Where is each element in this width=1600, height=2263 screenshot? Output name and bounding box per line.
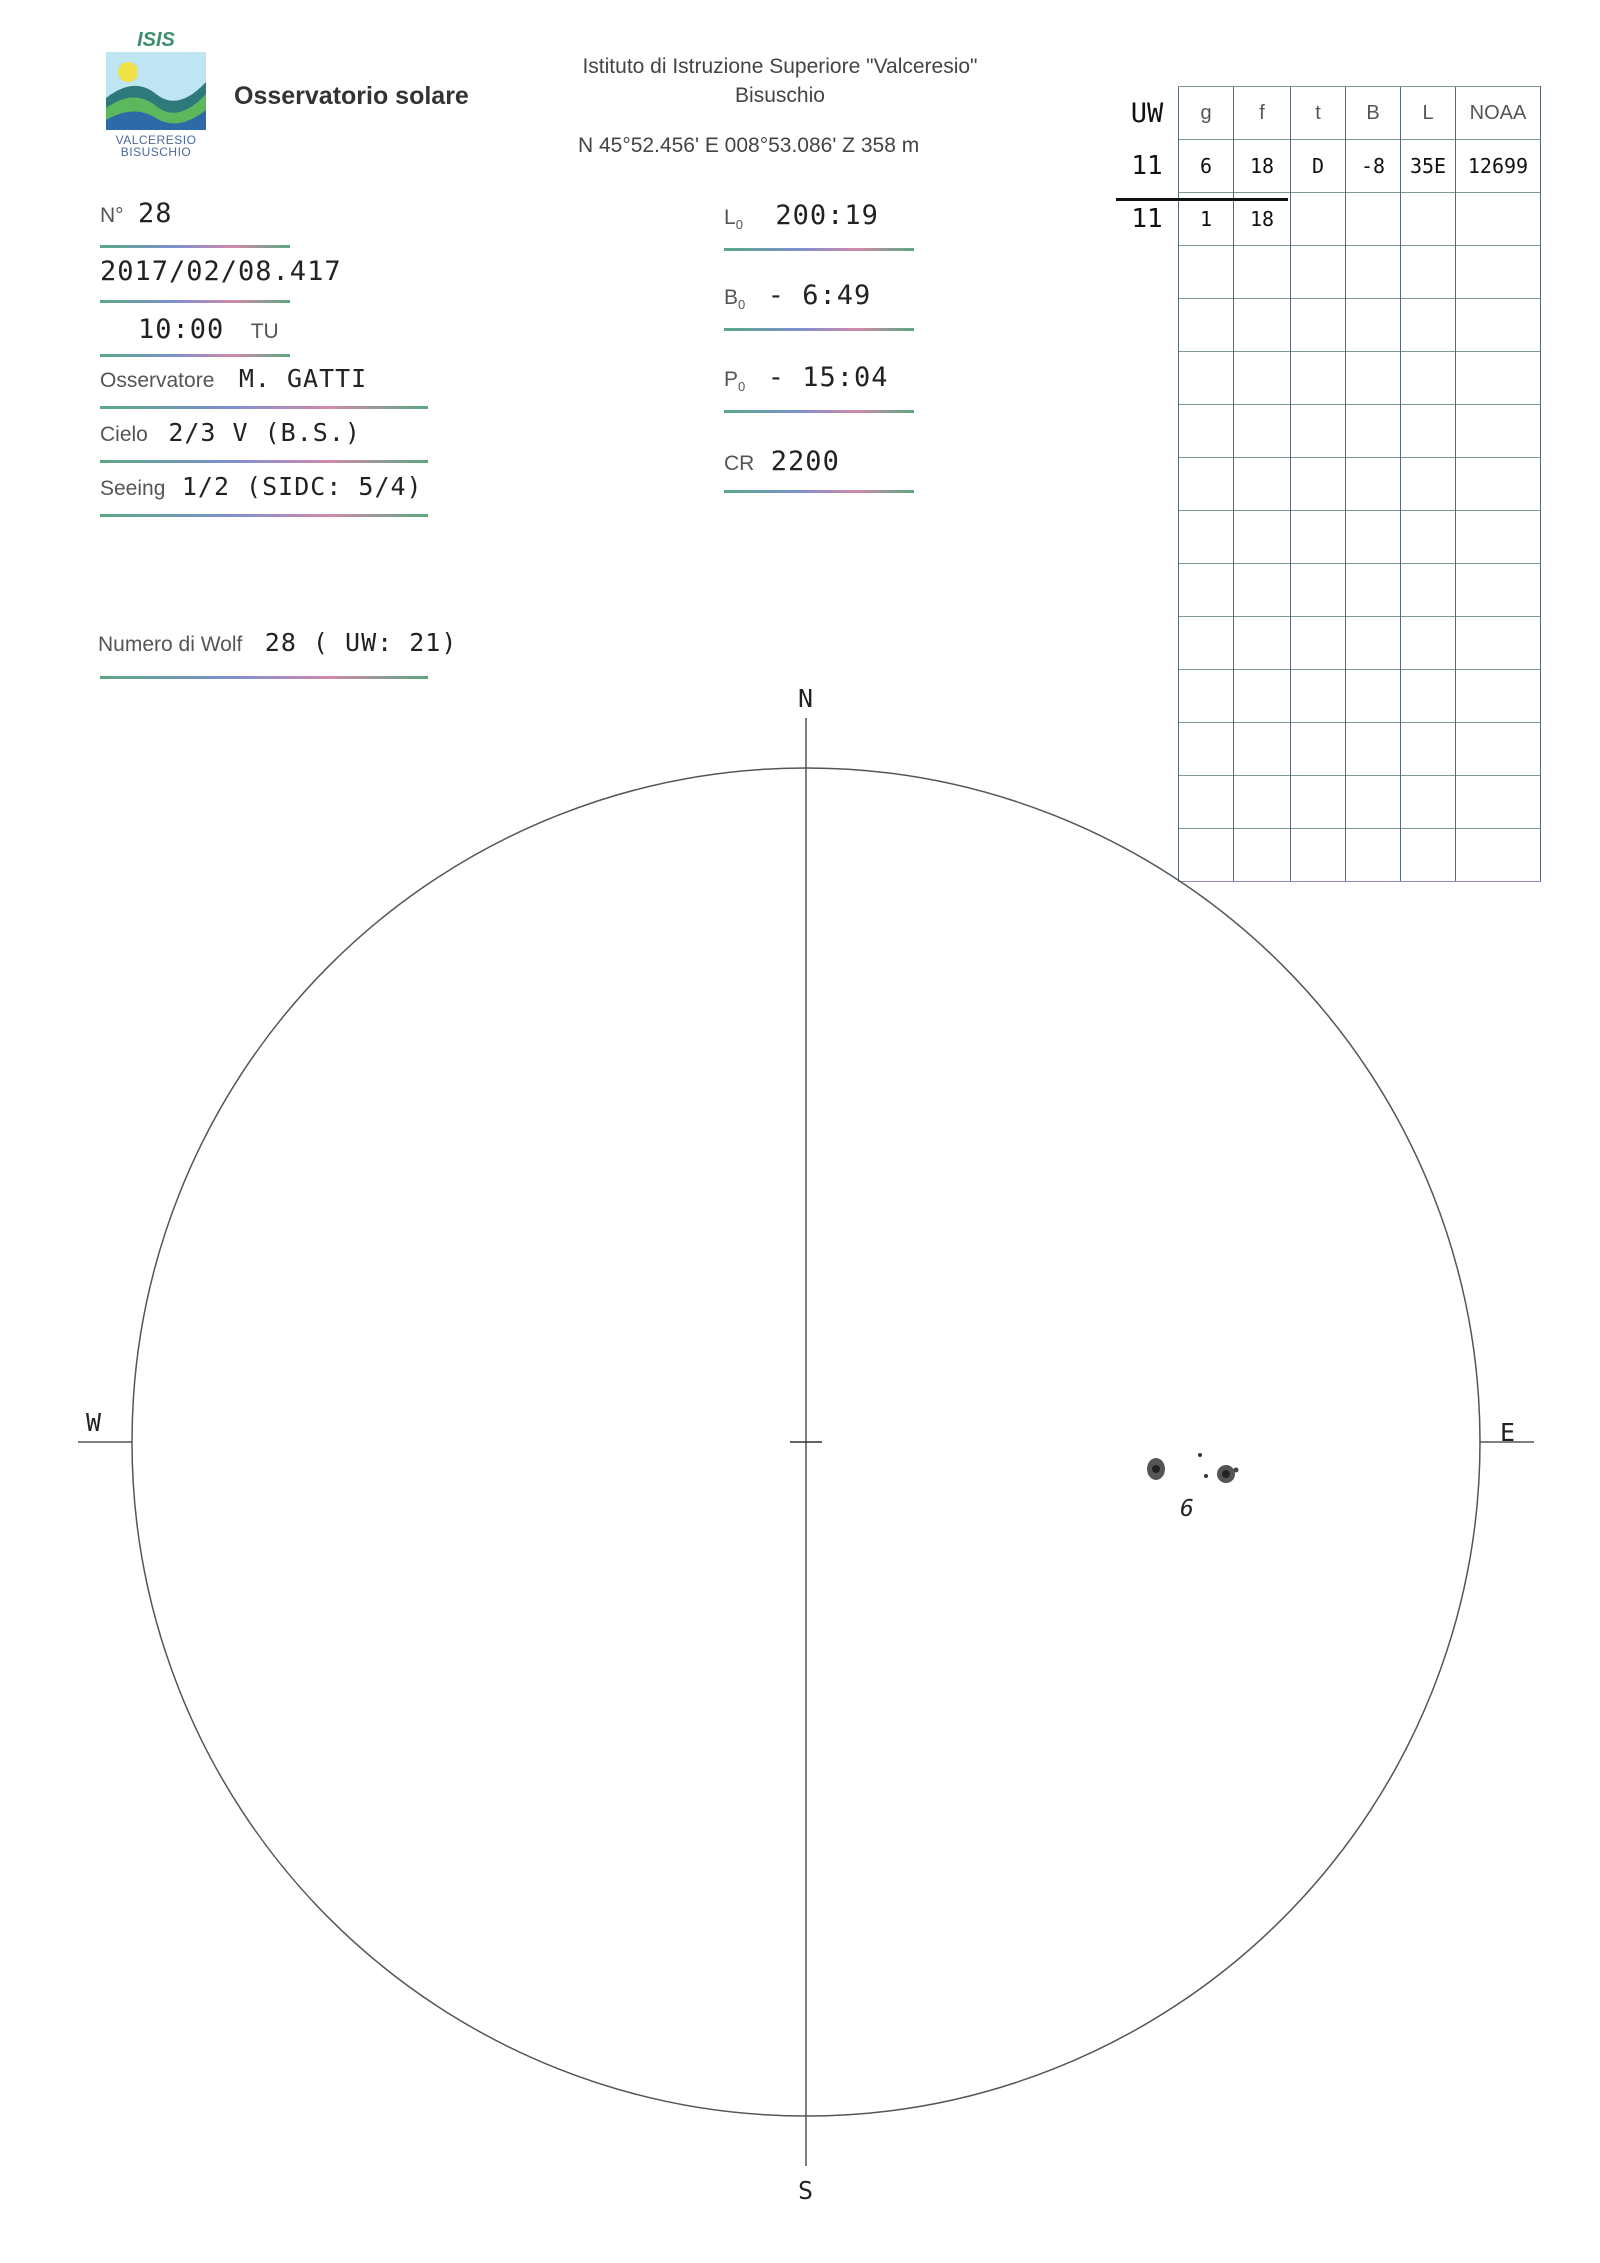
sky-value: 2/3 V (B.S.) xyxy=(168,418,361,447)
table-header-cell: L xyxy=(1401,87,1456,140)
table-header-cell: g xyxy=(1179,87,1234,140)
sunspot xyxy=(1234,1468,1239,1473)
table-header-cell: f xyxy=(1234,87,1291,140)
sunspot xyxy=(1204,1474,1208,1478)
table-cell: 1 xyxy=(1179,193,1234,246)
b0-label: $B_0$ xyxy=(724,286,746,313)
time-value: 10:00 xyxy=(138,314,225,345)
table-header-cell: NOAA xyxy=(1456,87,1541,140)
seeing-label: Seeing xyxy=(100,477,166,500)
seeing-value: 1/2 (SIDC: 5/4) xyxy=(181,472,423,501)
east-label: E xyxy=(1500,1418,1516,1447)
north-label: N xyxy=(798,684,814,713)
l0-value: 200:19 xyxy=(775,200,879,231)
l0-label: $L_0$ xyxy=(724,206,743,233)
number-label: N° xyxy=(100,204,124,227)
b0-value: - 6:49 xyxy=(767,280,872,311)
station-coordinates: N 45°52.456' E 008°53.086' Z 358 m xyxy=(578,134,920,157)
sky-label: Cielo xyxy=(100,423,148,446)
west-label: W xyxy=(86,1408,102,1437)
sunspot-umbra xyxy=(1152,1465,1160,1473)
table-header-cell: B xyxy=(1346,87,1401,140)
table-header-cell: t xyxy=(1291,87,1346,140)
table-cell: 18 xyxy=(1234,140,1291,193)
observatory-title: Osservatorio solare xyxy=(234,82,469,110)
institute-line-1: Istituto di Istruzione Superiore "Valceresio" xyxy=(582,55,978,78)
sunspot-group xyxy=(1147,1453,1239,1483)
number-value: 28 xyxy=(138,198,173,229)
logo-caption-2: BISUSCHIO xyxy=(120,145,192,159)
observer-label: Osservatore xyxy=(100,369,215,392)
table-cell: 18 xyxy=(1234,193,1291,246)
logo-lettering: ISIS xyxy=(137,29,175,51)
table-cell: 11 xyxy=(1131,204,1163,234)
observer-value: M. GATTI xyxy=(238,364,368,393)
sunspot xyxy=(1198,1453,1202,1457)
wolf-value: 28 ( UW: 21) xyxy=(264,628,458,657)
time-unit: TU xyxy=(250,320,279,343)
table-cell: D xyxy=(1291,140,1346,193)
p0-value: - 15:04 xyxy=(767,362,889,393)
p0-label: $P_0$ xyxy=(724,368,746,395)
table-cell: 6 xyxy=(1179,140,1234,193)
sunspot-umbra xyxy=(1222,1470,1230,1478)
institute-line-2: Bisuschio xyxy=(735,84,825,107)
cr-value: 2200 xyxy=(770,446,840,477)
group-label: 6 xyxy=(1180,1496,1194,1522)
south-label: S xyxy=(798,2176,814,2205)
table-cell: 35E xyxy=(1401,140,1456,193)
table-cell: 12699 xyxy=(1456,140,1541,193)
logo-caption-1: VALCERESIO xyxy=(115,133,197,147)
wolf-label: Numero di Wolf xyxy=(98,633,243,656)
table-cell: 11 xyxy=(1131,151,1163,181)
cr-label: CR xyxy=(724,452,755,475)
table-cell: -8 xyxy=(1346,140,1401,193)
table-header-cell: UW xyxy=(1130,97,1164,129)
date-value: 2017/02/08.417 xyxy=(100,256,342,287)
